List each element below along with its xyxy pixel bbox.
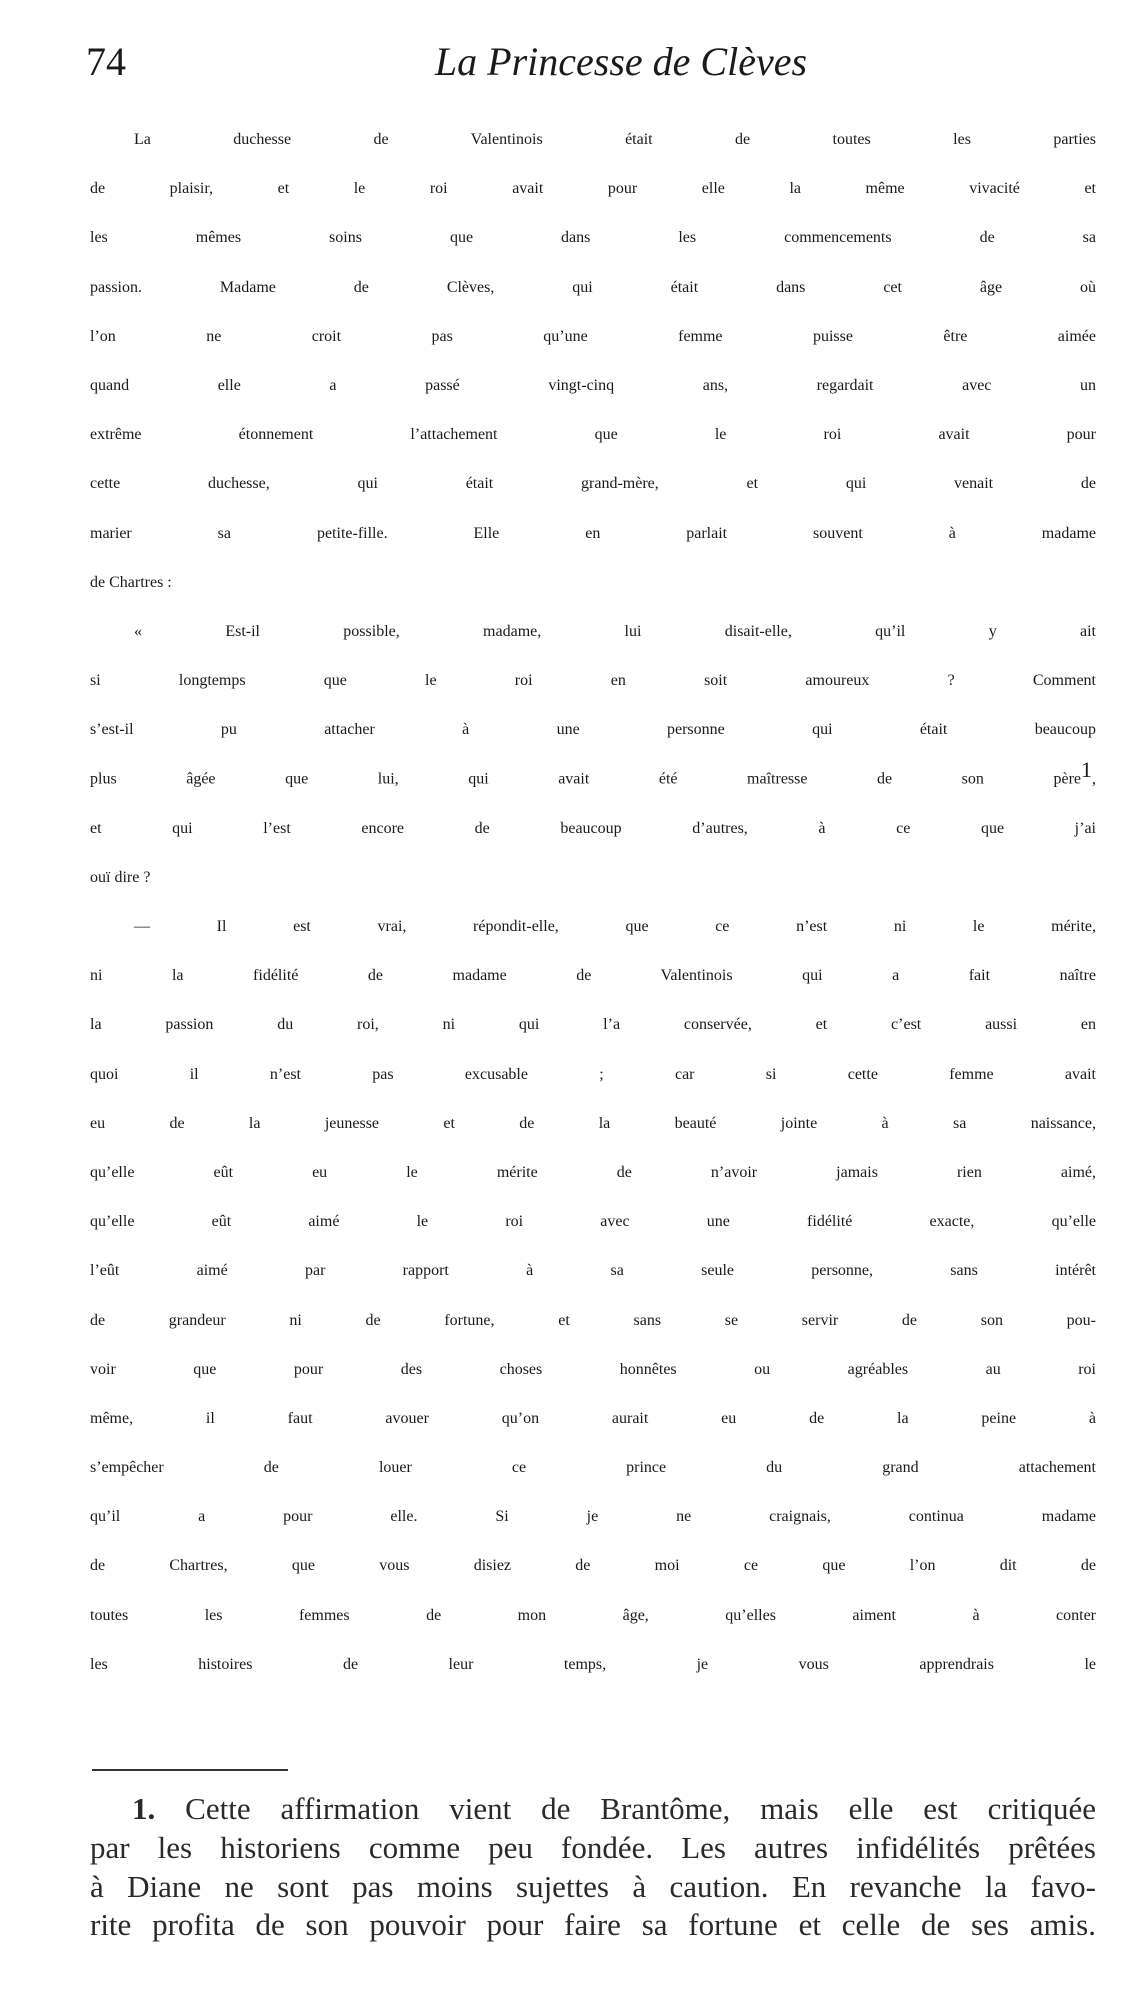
footnote-text: Cette affirmation vient de Brantôme, mais elle est critiquée [185, 1791, 1097, 1826]
text-line: même, il faut avouer qu’on aurait eu de la peine à [90, 1409, 1096, 1427]
text-line: de grandeur ni de fortune, et sans se servir de son pou- [90, 1311, 1096, 1329]
text-line: quoi il n’est pas excusable ; car si cette femme avait [90, 1065, 1096, 1083]
page-number: 74 [86, 39, 126, 84]
text-line: cette duchesse, qui était grand-mère, et qui venait de [90, 475, 1096, 493]
text-line: qu’il a pour elle. Si je ne craignais, continua madame [90, 1508, 1096, 1526]
text-line: ouï dire ? [90, 868, 151, 886]
text-line: et qui l’est encore de beaucoup d’autres, à ce que j’ai [90, 819, 1096, 837]
text-line: marier sa petite-fille. Elle en parlait souvent à madame [90, 524, 1096, 542]
footnote-number: 1. [132, 1791, 156, 1826]
text-line: les histoires de leur temps, je vous apprendrais le [90, 1655, 1096, 1673]
text-line: s’est-il pu attacher à une personne qui était beaucoup [90, 721, 1096, 739]
text-line: de Chartres : [90, 573, 172, 591]
body-text [90, 131, 1096, 1705]
footnote-divider [92, 1769, 288, 1771]
paragraph-2 [90, 623, 1096, 918]
text-line: de plaisir, et le roi avait pour elle la même vivacité et [90, 180, 1096, 198]
text-line: « Est-il possible, madame, lui disait-elle, qu’il y ait [134, 622, 1096, 640]
punctuation: , [1092, 770, 1096, 788]
text-line: s’empêcher de louer ce prince du grand attachement [90, 1459, 1096, 1477]
text-line: la passion du roi, ni qui l’a conservée, et c’est aussi en [90, 1016, 1096, 1034]
text-line: eu de la jeunesse et de la beauté jointe à sa naissance, [90, 1114, 1096, 1132]
footnote-line: à Diane ne sont pas moins sujettes à caution. En revanche la favo- [90, 1868, 1096, 1904]
running-title: La Princesse de Clèves [434, 39, 808, 84]
text-line: qu’elle eût eu le mérite de n’avoir jamais rien aimé, [90, 1163, 1096, 1181]
text-line: toutes les femmes de mon âge, qu’elles aiment à conter [90, 1606, 1096, 1624]
footnote [90, 1790, 1096, 1945]
text-line: si longtemps que le roi en soit amoureux ? Comment [90, 672, 1096, 690]
text-line: de Chartres, que vous disiez de moi ce que l’on dit de [90, 1557, 1096, 1575]
text-line: voir que pour des choses honnêtes ou agréables au roi [90, 1360, 1096, 1378]
text-line: extrême étonnement l’attachement que le roi avait pour [90, 426, 1096, 444]
text-line: l’on ne croit pas qu’une femme puisse être aimée [90, 327, 1096, 345]
text-line-with-footnote [90, 757, 1096, 819]
running-head [86, 34, 1096, 94]
text-line: passion. Madame de Clèves, qui était dans cet âge où [90, 278, 1096, 296]
text-line: — Il est vrai, répondit-elle, que ce n’est ni le mérite, [134, 918, 1096, 935]
footnote-reference[interactable]: 1 [1081, 757, 1092, 783]
text-line: qu’elle eût aimé le roi avec une fidélité exacte, qu’elle [90, 1213, 1096, 1231]
text-line: les mêmes soins que dans les commencements de sa [90, 229, 1096, 247]
text-line: quand elle a passé vingt-cinq ans, regardait avec un [90, 376, 1096, 394]
paragraph-1 [90, 131, 1096, 623]
footnote-line: rite profita de son pouvoir pour faire sa fortune et celle de ses amis. [90, 1907, 1096, 1943]
text-line: ni la fidélité de madame de Valentinois qui a fait naître [90, 967, 1096, 985]
text-line: l’eût aimé par rapport à sa seule personne, sans intérêt [90, 1262, 1096, 1280]
text-fragment: plus âgée que lui, qui avait été maîtresse de son père [90, 770, 1081, 788]
text-line: La duchesse de Valentinois était de toutes les parties [134, 131, 1096, 148]
paragraph-3 [90, 918, 1096, 1705]
footnote-line [90, 1790, 1096, 1829]
footnote-line: par les historiens comme peu fondée. Les autres infidélités prêtées [90, 1829, 1096, 1865]
